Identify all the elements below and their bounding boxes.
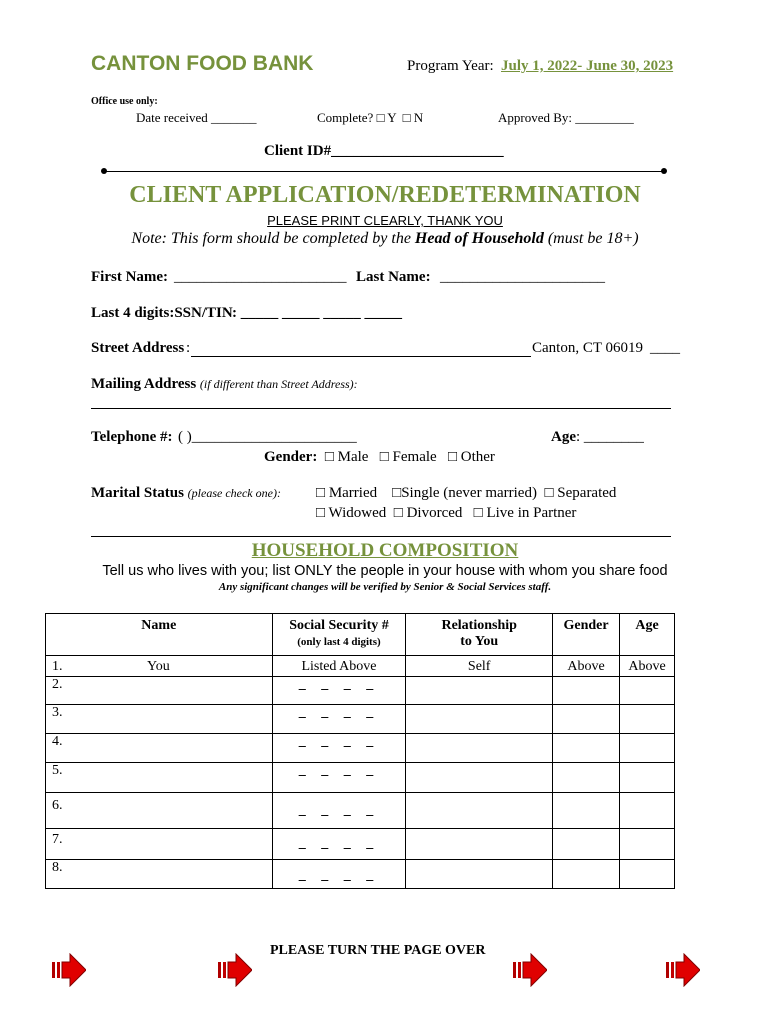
row-age-cell[interactable] — [620, 793, 675, 829]
arrow-stripe — [52, 962, 55, 978]
street-address-line[interactable] — [191, 356, 531, 357]
approved-by[interactable]: Approved By: _________ — [498, 110, 634, 125]
row-gender-cell[interactable] — [553, 829, 620, 860]
row-name-cell[interactable]: 7. — [46, 829, 273, 860]
telephone-field[interactable]: ( )______________________ — [178, 429, 357, 445]
row-gender-cell[interactable] — [553, 793, 620, 829]
section-divider — [91, 536, 671, 537]
street-city: Canton, CT 06019 — [532, 340, 643, 356]
turn-page-note: PLEASE TURN THE PAGE OVER — [270, 943, 486, 958]
mailing-address-label: Mailing Address (if different than Street Address): — [91, 376, 358, 392]
row-gender-cell[interactable] — [553, 705, 620, 734]
row-gender-cell[interactable] — [553, 734, 620, 763]
arrow-right-icon — [666, 953, 700, 987]
row-relationship-cell[interactable] — [406, 705, 553, 734]
marital-option-divorced[interactable]: □ Divorced — [393, 505, 463, 521]
header-divider — [104, 171, 664, 172]
household-table — [45, 613, 675, 889]
print-clearly: PLEASE PRINT CLEARLY, THANK YOU — [267, 213, 503, 228]
marital-status-label: Marital Status (please check one): — [91, 485, 281, 501]
row-1-age: Above — [620, 656, 675, 677]
marital-option-separated[interactable]: □ Separated — [544, 485, 617, 501]
table-row — [46, 734, 675, 763]
table-row — [46, 829, 675, 860]
row-relationship-cell[interactable] — [406, 734, 553, 763]
complete-field — [317, 110, 423, 126]
last-name-field[interactable]: ______________________ — [440, 269, 605, 285]
row-age-cell[interactable] — [620, 705, 675, 734]
table-row — [46, 677, 675, 705]
marital-options-row2 — [316, 505, 576, 522]
gender-field: Gender: □ Male □ Female □ Other — [264, 449, 495, 465]
arrow-stripe — [666, 962, 669, 978]
row-1-relationship: Self — [406, 656, 553, 677]
row-ssn-cell[interactable]: _ _ _ _ — [272, 793, 406, 829]
arrow-right-icon — [513, 953, 547, 987]
col-gender: Gender — [553, 614, 620, 656]
row-1-name[interactable]: 1. You — [46, 656, 273, 677]
row-gender-cell[interactable] — [553, 763, 620, 793]
first-name-field[interactable]: _______________________ — [174, 269, 347, 285]
program-year-value: July 1, 2022- June 30, 2023 — [501, 58, 674, 74]
form-title: CLIENT APPLICATION/REDETERMINATION — [129, 182, 641, 208]
row-name-cell[interactable]: 3. — [46, 705, 273, 734]
row-age-cell[interactable] — [620, 734, 675, 763]
col-relationship: Relationship to You — [406, 614, 553, 656]
complete-y-label: Y — [387, 110, 397, 125]
marital-options-row1 — [316, 485, 616, 502]
row-age-cell[interactable] — [620, 763, 675, 793]
arrow-body — [676, 954, 700, 986]
arrow-stripe — [513, 962, 516, 978]
ssn-label: Last 4 digits:SSN/TIN — [91, 305, 233, 321]
gender-option-male[interactable]: □ Male — [324, 449, 369, 465]
row-age-cell[interactable] — [620, 677, 675, 705]
row-age-cell[interactable] — [620, 860, 675, 889]
arrow-stripe — [218, 962, 221, 978]
complete-n-label: N — [413, 110, 424, 125]
arrow-stripe — [671, 962, 674, 978]
row-relationship-cell[interactable] — [406, 763, 553, 793]
marital-option-widowed[interactable]: □ Widowed — [316, 505, 387, 521]
table-header-row — [46, 614, 675, 656]
row-ssn-cell[interactable]: _ _ _ _ — [272, 860, 406, 889]
gender-option-female[interactable]: □ Female — [379, 449, 437, 465]
row-relationship-cell[interactable] — [406, 860, 553, 889]
arrow-stripe — [518, 962, 521, 978]
row-name-cell[interactable]: 4. — [46, 734, 273, 763]
row-age-cell[interactable] — [620, 829, 675, 860]
marital-option-live-in-partner[interactable]: □ Live in Partner — [473, 505, 577, 521]
street-colon: : — [186, 340, 191, 356]
marital-option-married[interactable]: □ Married — [316, 485, 378, 501]
first-name-label: First Name: — [91, 269, 169, 285]
age-field[interactable]: Age: ________ — [551, 429, 644, 445]
last-name-label: Last Name: — [356, 269, 431, 285]
street-city-tail: ____ — [650, 340, 680, 356]
row-name-cell[interactable]: 8. — [46, 860, 273, 889]
street-address-label: Street Address — [91, 340, 185, 356]
org-title: CANTON FOOD BANK — [91, 52, 314, 75]
row-name-cell[interactable]: 6. — [46, 793, 273, 829]
arrow-right-icon — [52, 953, 86, 987]
row-relationship-cell[interactable] — [406, 793, 553, 829]
date-received[interactable]: Date received _______ — [136, 110, 257, 125]
table-row — [46, 763, 675, 793]
row-gender-cell[interactable] — [553, 860, 620, 889]
table-row — [46, 656, 675, 677]
household-warning: Any significant changes will be verified by Senior & Social Services staff. — [218, 581, 552, 593]
table-row — [46, 793, 675, 829]
client-id[interactable]: Client ID#_______________________ — [264, 143, 504, 159]
table-row — [46, 860, 675, 889]
col-age: Age — [620, 614, 675, 656]
complete-label: Complete? — [317, 110, 374, 125]
arrow-stripe — [223, 962, 226, 978]
arrow-stripe — [57, 962, 60, 978]
col-ssn: Social Security # (only last 4 digits) — [272, 614, 406, 656]
divider-dot-right — [661, 168, 667, 174]
row-1-gender: Above — [553, 656, 620, 677]
marital-option-single[interactable]: □Single (never married) — [392, 485, 537, 501]
row-gender-cell[interactable] — [553, 677, 620, 705]
row-relationship-cell[interactable] — [406, 677, 553, 705]
office-use-label: Office use only: — [91, 96, 158, 107]
table-row — [46, 705, 675, 734]
row-name-cell[interactable]: 5. — [46, 763, 273, 793]
arrow-body — [523, 954, 547, 986]
telephone-label: Telephone #: — [91, 429, 173, 445]
row-name-cell[interactable]: 2. — [46, 677, 273, 705]
checkbox-complete-y[interactable]: □ — [376, 110, 385, 125]
col-name: Name — [46, 614, 273, 656]
row-relationship-cell[interactable] — [406, 829, 553, 860]
row-ssn-cell[interactable]: _ _ _ _ — [272, 734, 406, 763]
head-of-household-note: Note: This form should be completed by the Head of Household (must be 18+) — [131, 230, 639, 247]
program-year-label: Program Year: — [407, 58, 494, 74]
row-ssn-cell[interactable]: _ _ _ _ — [272, 705, 406, 734]
row-ssn-cell[interactable]: _ _ _ _ — [272, 829, 406, 860]
arrow-right-icon — [218, 953, 252, 987]
row-1-ssn: Listed Above — [272, 656, 406, 677]
ssn-field[interactable]: : _____ _____ _____ _____ — [232, 305, 402, 321]
household-heading: HOUSEHOLD COMPOSITION — [251, 540, 519, 561]
row-ssn-cell[interactable]: _ _ _ _ — [272, 677, 406, 705]
household-subtitle: Tell us who lives with you; list ONLY the people in your house with whom you share food — [102, 563, 668, 579]
mailing-address-line[interactable] — [91, 408, 671, 409]
checkbox-complete-n[interactable]: □ — [402, 110, 411, 125]
divider-dot-left — [101, 168, 107, 174]
row-ssn-cell[interactable]: _ _ _ _ — [272, 763, 406, 793]
arrow-body — [62, 954, 86, 986]
gender-option-other[interactable]: □ Other — [447, 449, 495, 465]
arrow-body — [228, 954, 252, 986]
